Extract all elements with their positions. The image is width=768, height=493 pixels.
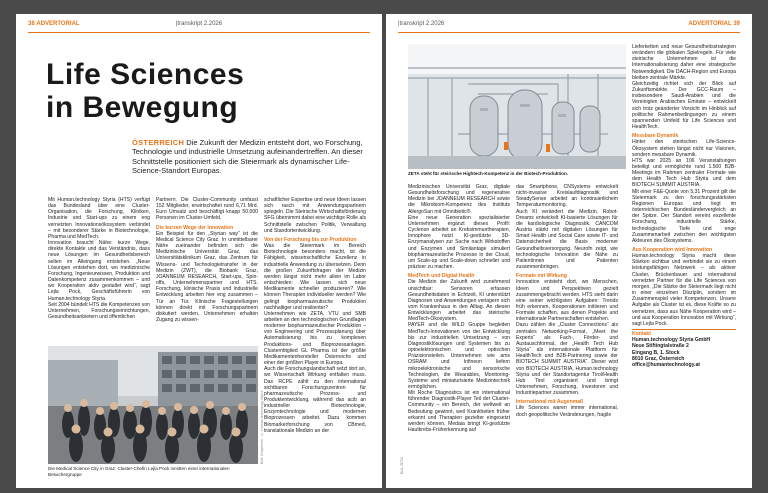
body-text: Seit 2004 bündelt HTS die Kompetenzen von Unternehmen, Forschungseinrichtungen, Gesundheitsanbietern und öffentlichen bbox=[48, 301, 150, 320]
body-text: Auch die Forschungslandschaft setzt dort an, wo Wissenschaft Wirkung entfalten muss. Das RCPE zählt zu den international sichtbaren Forschungszentren für pharmazeutische Prozess- und Produktentwicklung, während das acib an industrieller Biotechnologie, Enzymtechnologie und modernen Bioprozessen arbeitet. Dazu kommen Biomarkerforschung von CBmed, translationale Medizin an der bbox=[264, 366, 366, 434]
body-text: das Smartphone, CNSystems entwickelt nicht-invasive Kreislaufdiagnostik und SteadySense arbeitet an kontinuierlichem Temperaturmonitoring. bbox=[516, 184, 618, 209]
body-text: Life Sciences waren immer international, doch geopolitische Veränderungen, fragile bbox=[516, 405, 618, 418]
body-text: Dazu zählen die „Cluster Connections“ als zentrales Networking-Format, „Meet the Experts“ als Fach-, Förder- und Austauschformat, der „Health Tech Hub Styria“ als internationale Plattform für HealthTech und B2B-Partnering sowie der BIOTECH SUMMIT AUSTRIA“. Dieser wird von BIOTECH AUSTRIA, Human.technology Styria und der Standortagentur Tirol/Health Hub Tirol organisiert und bringt Unternehmen, Forschung, Investoren und Industriepartner zusammen. bbox=[516, 322, 618, 397]
photo-caption: Die Medical Science City in Graz: Cluster-Chefin Lejla Pock inmitten einer internationalen Besuchergruppe bbox=[48, 466, 230, 477]
body-column-1 bbox=[48, 197, 150, 320]
section-heading: Aus Kooperation wird Innovation bbox=[632, 247, 713, 253]
body-column-6 bbox=[632, 44, 736, 368]
contact-heading: Kontakt bbox=[632, 331, 651, 338]
contact-email-link[interactable]: office@humantechnology.at bbox=[632, 361, 700, 368]
body-column-3 bbox=[264, 197, 366, 434]
zeta-production-photo bbox=[408, 44, 626, 169]
issue-label: |transkript 2.2026 bbox=[175, 21, 223, 27]
body-column-4 bbox=[408, 184, 510, 433]
body-text: Mit einer F&E-Quote von 5,31 Prozent gilt die Steiermark zu den forschungsstärksten Regionen Europas und liegt im österreichischen Bundesländervergleich an der Spitze. Der Standort vereint exzellente Forschung, industrielle Stärke, technologische Tiefe und enge Zusammenarbeit zwischen den wichtigsten Akteuren des Ökosystems. bbox=[632, 188, 736, 244]
contact-rule bbox=[632, 329, 736, 330]
body-text: Mit Human.technology Styria (HTS) verfügt das Bundesland über eine Cluster-Organisation, die Forschung, Kliniken, Industrie und Start-ups zu einem eng vernetzten Innovationsökosystem verbindet – mit besonderer Stärke in Biotechnologie, Pharma und MedTech. bbox=[48, 197, 150, 240]
contact-city: 8010 Graz, Österreich bbox=[632, 355, 685, 362]
header-rule bbox=[398, 32, 740, 33]
body-text: Human.technology Styria macht diese Stärken sichtbar und verbindet sie zu einem leistungsfähigen Netzwerk – als aktiver Cluster, Brückenbauer und international vernetzter Partner für die Life Sciences von morgen. „Die Stärke der Steiermark liegt nicht in einer einzelnen Disziplin, sondern im Zusammenspiel vieler Kompetenzen. Unsere Aufgabe als Cluster ist es, diese Kräfte so zu vernetzen, dass aus Nähe Kooperation wird – und aus Kooperation Innovation mit Wirkung“, sagt Lejla Pock. bbox=[632, 253, 736, 327]
issue-label: |transkript 2.2026 bbox=[398, 21, 445, 27]
left-header bbox=[16, 18, 382, 30]
body-text: HTS war 2025 an 106 Veranstaltungen beteiligt und ermöglichte rund 1.500 B2B-Meetings im Rahmen zentraler Formate wie dem Health Tech Hub Styria und dem BIOTECH SUMMIT AUSTRIA. bbox=[632, 157, 736, 189]
body-text: Auch KI verändert die Medizin. Robot-Dreams entwickelt KI-basierte Lösungen für die kardiologische Diagnostik. CANCOM Austria stärkt mit digitalen Lösungen für Smart Health und Social Care sowie IT- und Datensicherheit die Basis moderner Gesundheitsversorgung. Neurofn zeigt, wie technologische Innovation die Nähe zu Patientinnen und Patienten zusammenbringen. bbox=[516, 208, 618, 271]
body-text: Unternehmen wie ZETA, VTU und SMB arbeiten an den technologischen Grundlagen moderner biopharmazeutischer Produktion – von Engineering und Prozessplanung über Automatisierung bis zu komplexen Produktions- und Bioprozessanlagen. Clusterntitglied GL Pharma ist der größte Medikamentenhersteller Österreichs und einer der größten Player in Europa. bbox=[264, 310, 366, 367]
body-text: schaftlicher Expertise und neue Ideen lassen sich rasch mit Anwendungspartnern spiegeln. Die Steirische Wirtschaftsförderung SFG übernimmt dabei eine wichtige Rolle als Schnittstelle zwischen Politik, Verwaltung und Standortentwicklung. bbox=[264, 197, 366, 234]
body-text: PAYER und die WILD Gruppe begleiten MedTech-Innovationen von der Entwicklung bis zur industriellen Umsetzung – von Diagnostiklösungen und Systemen bis zu optoelektronischen und optischen Präzisionsteilen. Unternehmen wie ams OSRAM und Infineon liefern mikroelektronische und sensorische Technologien, die Wearables, Monitoring-Systeme und miniaturisierte Medizintechnik ermöglichen. bbox=[408, 322, 510, 390]
medical-science-city-photo bbox=[48, 346, 258, 464]
page-number: 38 bbox=[28, 21, 35, 27]
photo-caption: ZETA steht für steirische Hightech-Kompetenz in der Biotech-Produktion. bbox=[408, 171, 569, 176]
photo-credit: Bild: Grapheme · © Human.technology Styria bbox=[260, 390, 264, 464]
body-text: Eine neue Generation spezialisierter Unternehmen ergänzt dieses Profil: Cyclerion arbeitet an Krebsimmuntherapien, Innophore nutzt KI-gestützte 3D-Enzymanalysen zur Suche nach Wirkstoffen und Enzymen und Similantage simuliert biopharmazeutische Prozesse in der Cloud, um Scale-up und Scale-down schneller und präziser zu machen. bbox=[408, 214, 510, 271]
body-text: Innovation entsteht dort, wo Menschen, Ideen und Perspektiven gezielt zusammengebracht werden. HTS sieht darin eine seiner wichtigsten Aufgaben: Trends früh erkennen, Kooperationen initiieren und Formate schaffen, aus denen Projekte und internationale Partnerschaften entstehen. bbox=[516, 279, 618, 323]
right-header bbox=[386, 18, 752, 30]
body-text: Die Medizin der Zukunft wird zunehmend unsichtbar: Sensoren erfassen Gesundheitsdaten in Echtzeit, KI unterstützt Diagnosen und Anwendungen verlagern sich vom Krankenhaus in den Alltag. An diesen Entwicklungen arbeitet das steirische MedTech-Ökosystem. bbox=[408, 279, 510, 323]
body-text: Partnern. Die Cluster-Community umfasst 152 Mitglieder, erwirtschaftet rund 6,71 Mrd. Euro Umsatz und beschäftigt knapp 50.000 Personen im Cluster-Umfeld. bbox=[156, 197, 258, 222]
right-page bbox=[386, 14, 752, 488]
section-heading: Messbare Dynamik bbox=[632, 133, 679, 140]
section-heading: Von der Forschung bis zur Produktion bbox=[264, 236, 357, 243]
contact-address-1: Neue Stiftingtalstraße 2 bbox=[632, 343, 689, 350]
section-heading: Die kurzen Wege der Innovation bbox=[156, 224, 234, 231]
contact-address-2: Eingang B, 1. Stock bbox=[632, 349, 680, 356]
body-text: Ein Beispiel für den „Styrian way“ ist die Medical Science City Graz. In unmittelbarer Nähe zueinander befinden sich die Medizinische Universität Graz, das Universitätsklinikum Graz, das Zentrum für Wissens- und Technologietransfer in der Medizin (ZWT), die Biobank Graz, JOANNEUM RESEARCH, Start-ups, Spin-offs, Unternehmenspartner und HTS. Forschung, klinische Praxis und industrielle Entwicklung arbeiten hier eng zusammen – Tür an Tür. Klinische Fragestellungen können direkt mit Forschungspartnern diskutiert werden, Unternehmen erhalten Zugang zu wissen- bbox=[156, 230, 258, 323]
body-text: Hinter den steirischen Life-Science-Ökosystem stehen längst nicht nur Visionen, sondern messbare Dynamik. bbox=[632, 139, 736, 158]
body-text: Gleichzeitig richtet sich der Blick auf Zukunftsmärkte. Der GCC-Raum – insbesondere Saudi-Arabien und die Vereinigten Arabischen Emirate – entwickelt sich trotz geänderter Vorsicht im Hinblick auf politische Rahmenbedingungen zu einem spannenden Umfeld für Life Sciences und HealthTech. bbox=[632, 80, 736, 131]
title-line-1: Life Sciences bbox=[46, 58, 245, 91]
section-heading: Formate mit Wirkung bbox=[516, 273, 567, 280]
body-text: Medizinischen Universität Graz, digitale Gesundheitsforschung und regenerative Medizin bei JOANNEUM RESEARCH sowie die Mikrobiom-Kompetenz des Instituts AllergoSan mit Omnibiotic®. bbox=[408, 184, 510, 215]
body-text: Was die Steiermark im Bereich Biotechnologie besonders macht, ist die Fähigkeit, wissenschaftliche Exzellenz in industrielle Anwendung zu übersetzen. Denn die großen Zukunftsfragen der Medizin werden längst nicht mehr allein im Labor entschieden: Wie lassen sich neue Medikamente schneller produzieren? Wie können Therapien individueller werden? Wie gelingt biopharmazeutische Produktion nachhaltiger und resilienter? bbox=[264, 243, 366, 311]
lead-kicker: ÖSTERREICH bbox=[132, 138, 185, 147]
title-line-2: in Bewegung bbox=[46, 91, 239, 124]
section-label: ADVERTORIAL bbox=[688, 21, 732, 27]
lead-text: Die Zukunft der Medizin entsteht dort, wo Forschung, Technologie und industrielle Umsetzung aufeinandertreffen. An dieser Schnittstelle positioniert sich die Steiermark als dynamischer Life-Science-Standort Europas. bbox=[132, 138, 363, 175]
body-column-2 bbox=[156, 197, 258, 323]
body-text: Lieferketten und neue Gesundheitsstrategien verändern die globalen Spielregeln. Für viele steirische Unternehmen ist die Internationalisierung daher eine strategische Notwendigkeit. Die DACH-Region und Europa bleiben zentrale Märkte. bbox=[632, 44, 736, 81]
body-text: Mit Roche Diagnostics ist ein international führender Diagnostik-Player Teil der Cluster-Community – ein Bereich, der weltweit an Bedeutung gewinnt, weil Krankheiten früher erkannt und Therapien gezielter eingesetzt werden können. Medaia bringt KI-gestützte Hautkrebs-Früherkennung auf bbox=[408, 390, 510, 434]
section-heading: MedTech und Digital Health bbox=[408, 273, 475, 280]
photo-illustration bbox=[48, 346, 258, 464]
header-rule bbox=[28, 32, 370, 33]
contact-org: Human.technology Styria GmbH bbox=[632, 337, 711, 344]
page-number: 39 bbox=[733, 21, 740, 27]
photo-credit: Bild: ZETA bbox=[400, 457, 404, 474]
article-title bbox=[46, 58, 244, 124]
body-column-5 bbox=[516, 184, 618, 418]
section-heading: International mit Augenmaß bbox=[516, 399, 584, 406]
photo-illustration bbox=[408, 44, 626, 169]
section-label: ADVERTORIAL bbox=[36, 21, 80, 27]
left-page bbox=[16, 14, 382, 488]
lead-paragraph bbox=[132, 138, 364, 175]
body-text: Innovation braucht Nähe: kurze Wege, direkte Kontakte und das Verständnis, dass neue Lösungen im Gesundheitsbereich selten im Alleingang entstehen. „Neue Lösungen entstehen dort, wo medizinische Forschung, Ingenieurwissen, Produktion und Datenkompetenz zusammenkommen – und wo Kooperation aktiv gestaltet wird“, sagt Lejla Pock, Geschäftsführerin von Human.technology Styria. bbox=[48, 240, 150, 302]
